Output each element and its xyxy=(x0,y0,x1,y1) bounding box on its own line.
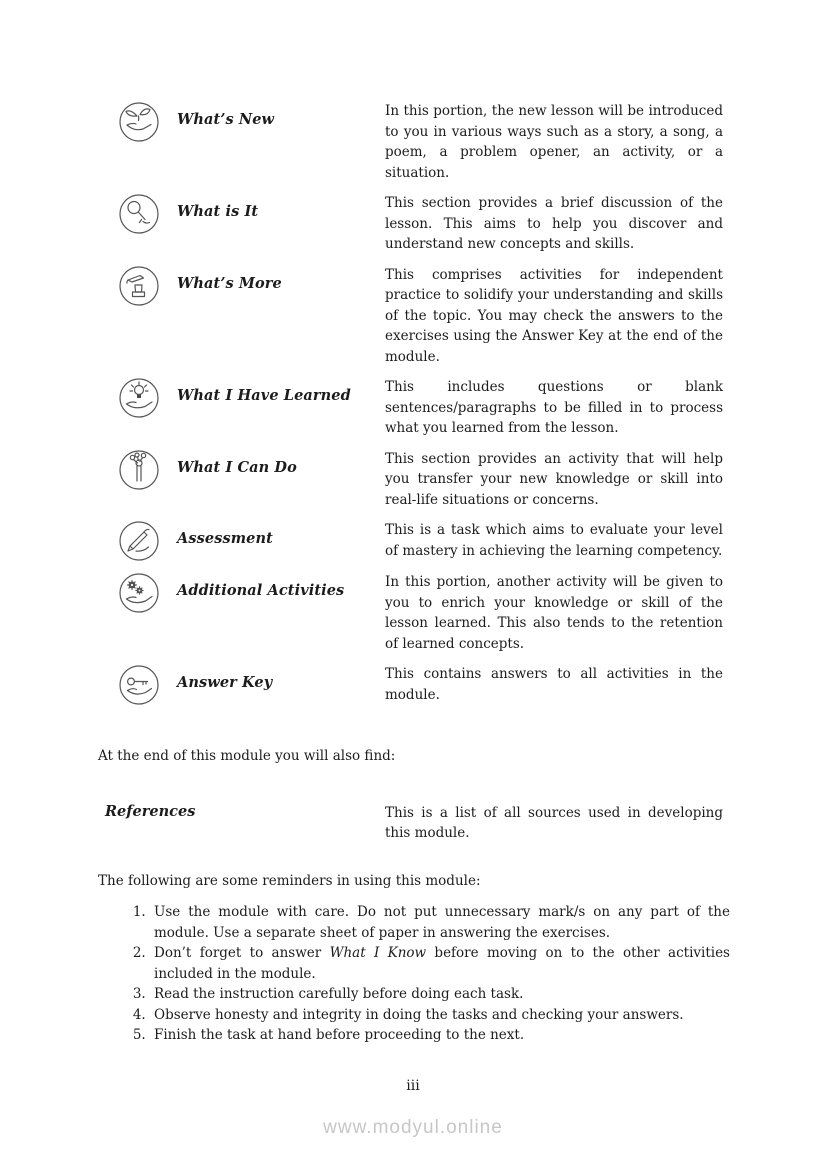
section-row-what-is-it xyxy=(118,193,730,255)
section-description: In this portion, the new lesson will be introduced to you in various ways such as a story, a song, a poem, a problem opener, an activity, or a situation. xyxy=(385,103,723,181)
section-description: This section provides an activity that will help you transfer your new knowledge or skill into real-life situations or concerns. xyxy=(385,450,723,508)
pen-icon xyxy=(118,520,160,562)
section-description: This comprises activities for independent practice to solidify your understanding and skills of the topic. You may check the answers to the exercises using the Answer Key at the end of the module. xyxy=(385,266,723,365)
section-label: What I Have Learned xyxy=(177,387,351,404)
reminder-item: 4. Observe honesty and integrity in doing the tasks and checking your answers. xyxy=(150,1005,730,1026)
references-description: This is a list of all sources used in developing this module. xyxy=(385,804,723,841)
section-row-assessment xyxy=(118,520,730,562)
section-description: In this portion, another activity will be given to you to enrich your knowledge or skill of the lesson learned. This also tends to the retention of learned concepts. xyxy=(385,574,723,652)
section-row-what-i-can-do xyxy=(118,449,730,511)
section-label: Answer Key xyxy=(177,674,273,691)
section-row-answer-key xyxy=(118,664,730,706)
section-label: What is It xyxy=(177,203,259,220)
page-content xyxy=(98,101,730,1046)
page-number: iii xyxy=(406,1078,420,1094)
gears-hand-icon xyxy=(118,572,160,614)
writing-hand-icon xyxy=(118,265,160,307)
section-label: Additional Activities xyxy=(177,582,345,599)
watermark: www.modyul.online xyxy=(323,1117,503,1138)
hand-seedling-icon xyxy=(118,101,160,143)
key-hand-icon xyxy=(118,664,160,706)
section-label: What I Can Do xyxy=(177,458,297,476)
section-row-whats-more xyxy=(118,265,730,368)
section-description: This is a task which aims to evaluate your level of mastery in achieving the learning competency. xyxy=(385,522,723,559)
section-description: This section provides a brief discussion of the lesson. This aims to help you discover and understand new concepts and skills. xyxy=(385,195,723,252)
reminders-list xyxy=(98,902,730,1046)
reminder-item: 5. Finish the task at hand before proceeding to the next. xyxy=(150,1025,730,1046)
section-label: Assessment xyxy=(177,530,273,547)
section-row-what-i-have-learned xyxy=(118,377,730,439)
section-label: What’s More xyxy=(177,274,282,292)
raised-hand-flowers-icon xyxy=(118,449,160,491)
section-description: This contains answers to all activities in the module. xyxy=(385,666,723,703)
section-description: This includes questions or blank sentences/paragraphs to be filled in to process what you learned from the lesson. xyxy=(385,379,723,436)
reminder-item: 2. Don’t forget to answer What I Know before moving on to the other activities included in the module. xyxy=(150,943,730,984)
references-row xyxy=(98,803,730,844)
section-row-additional-activities xyxy=(118,572,730,654)
references-label: References xyxy=(105,802,196,820)
reminders-intro: The following are some reminders in using this module: xyxy=(98,872,481,889)
section-row-whats-new xyxy=(118,101,730,183)
magnifying-glass-icon xyxy=(118,193,160,235)
also-find-intro: At the end of this module you will also find: xyxy=(98,748,396,764)
reminder-item: 3. Read the instruction carefully before doing each task. xyxy=(150,984,730,1005)
section-label: What’s New xyxy=(177,111,275,128)
reminder-item: 1. Use the module with care. Do not put unnecessary mark/s on any part of the module. Use a separate sheet of paper in answering the exercises. xyxy=(150,902,730,943)
lightbulb-hand-icon xyxy=(118,377,160,419)
